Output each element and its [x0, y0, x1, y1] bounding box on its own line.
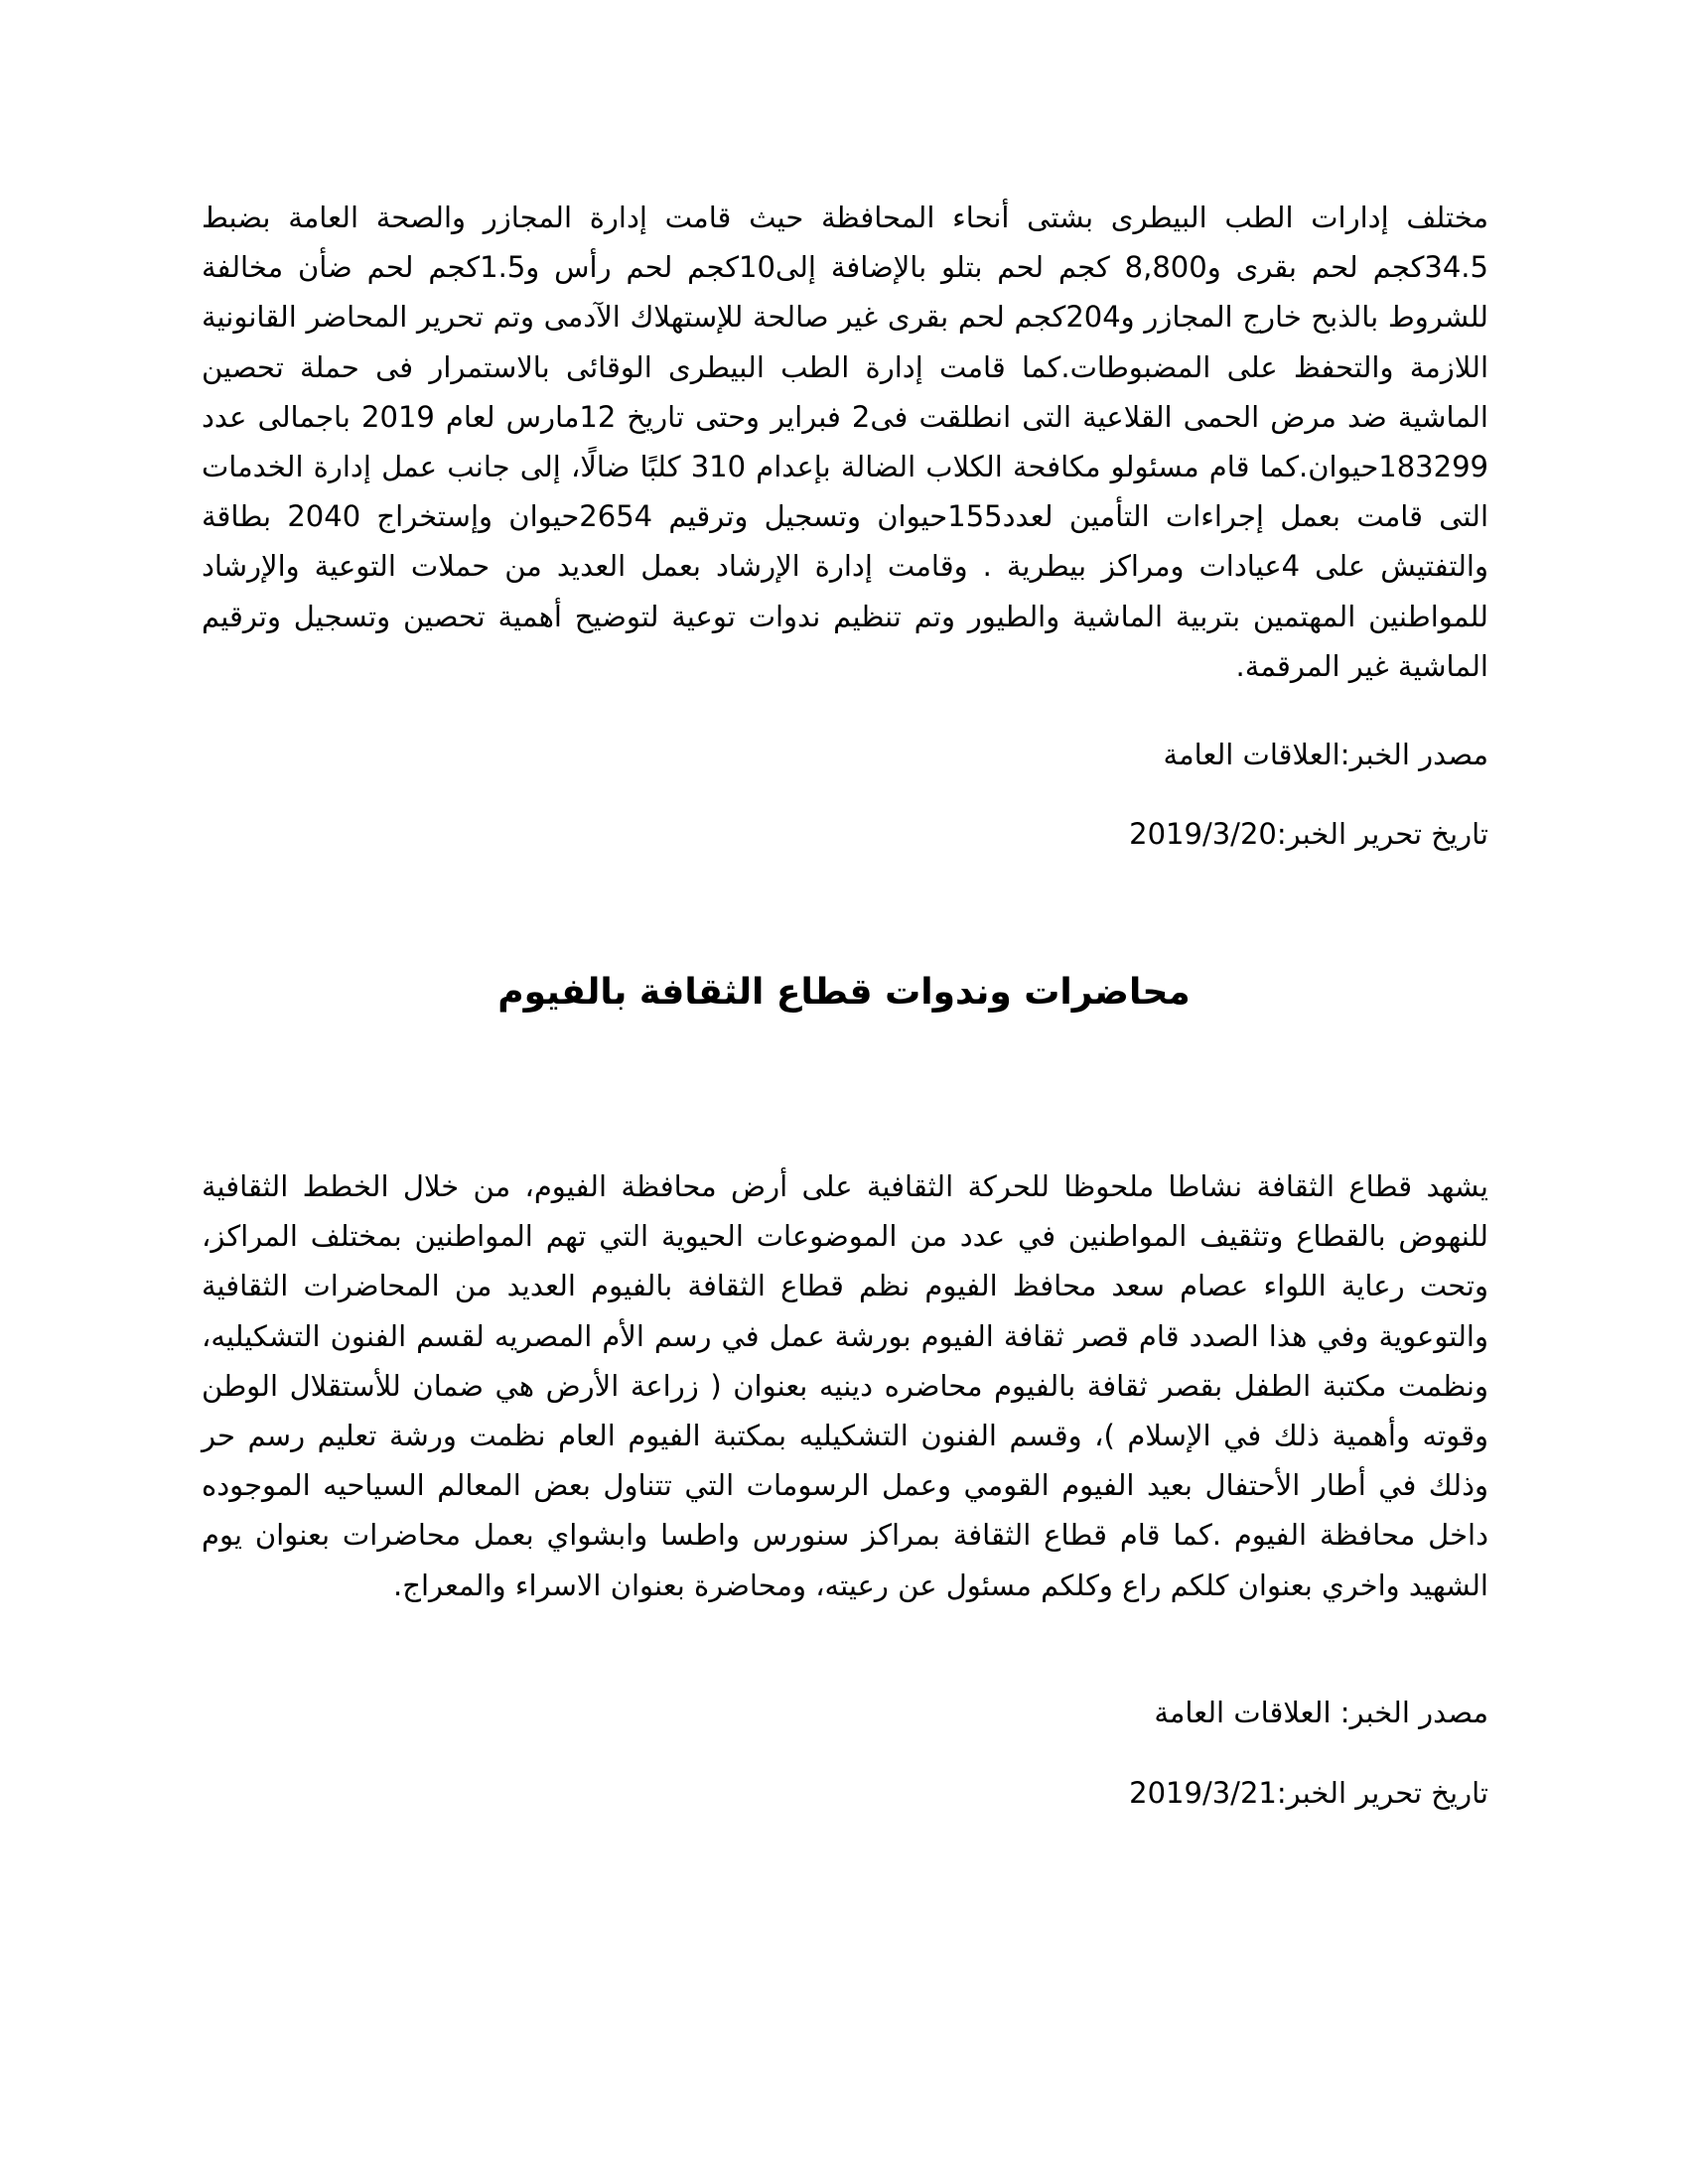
article-body-culture: يشهد قطاع الثقافة نشاطا ملحوظا للحركة الثقافية على أرض محافظة الفيوم، من خلال الخطط الثقافية للنهوض بالقطاع وتثقيف المواطنين في عدد من الموضوعات الحيوية التي تهم المواطنين بمختلف المراكز، وتحت رعاية اللواء عصام سعد محافظ الفيوم نظم قطاع الثقافة بالفيوم العديد من المحاضرات الثقافية والتوعوية وفي هذا الصدد قام قصر ثقافة الفيوم بورشة عمل في رسم الأم المصريه لقسم الفنون التشكيليه، ونظمت مكتبة الطفل بقصر ثقافة بالفيوم محاضره دينيه بعنوان ( زراعة الأرض هي ضمان للأستقلال الوطن وقوته وأهمية ذلك في الإسلام )، وقسم الفنون التشكيليه بمكتبة الفيوم العام نظمت ورشة تعليم رسم حر وذلك في أطار الأحتفال بعيد الفيوم القومي وعمل الرسومات التي تتناول بعض المعالم السياحيه الموجوده داخل محافظة الفيوم .كما قام قطاع الثقافة بمراكز سنورس واطسا وابشواي بعمل محاضرات بعنوان يوم الشهيد واخري بعنوان كلكم راع وكلكم مسئول عن رعيته، ومحاضرة بعنوان الاسراء والمعراج.	[202, 1169, 1488, 1602]
news-date-1: تاريخ تحرير الخبر:2019/3/20	[1129, 817, 1488, 851]
news-source-1: مصدر الخبر:العلاقات العامة	[1163, 738, 1488, 771]
article-body-veterinary: مختلف إدارات الطب البيطرى بشتى أنحاء المحافظة حيث قامت إدارة المجازر والصحة العامة بضبط 34.5كجم لحم بقرى و8,800 كجم لحم بتلو بالإضافة إلى10كجم لحم رأس و1.5كجم لحم ضأن مخالفة للشروط بالذبح خارج المجازر و204كجم لحم بقرى غير صالحة للإستهلاك الآدمى وتم تحرير المحاضر القانونية اللازمة والتحفظ على المضبوطات.كما قامت إدارة الطب البيطرى الوقائى بالاستمرار فى حملة تحصين الماشية ضد مرض الحمى القلاعية التى انطلقت فى2 فبراير وحتى تاريخ 12مارس لعام 2019 باجمالى عدد 183299حيوان.كما قام مسئولو مكافحة الكلاب الضالة بإعدام 310 كلبًا ضالًا، إلى جانب عمل إدارة الخدمات التى قامت بعمل إجراءات التأمين لعدد155حيوان وتسجيل وترقيم 2654حيوان وإستخراج 2040 بطاقة والتفتيش على 4عيادات ومراكز بيطرية . وقامت إدارة الإرشاد بعمل العديد من حملات التوعية والإرشاد للمواطنين المهتمين بتربية الماشية والطيور وتم تنظيم ندوات توعية لتوضيح أهمية تحصين وتسجيل وترقيم الماشية غير المرقمة.	[202, 201, 1489, 683]
news-source-2: مصدر الخبر: العلاقات العامة	[1154, 1696, 1488, 1729]
news-date-2: تاريخ تحرير الخبر:2019/3/21	[1129, 1776, 1488, 1810]
article-title-culture: محاضرات وندوات قطاع الثقافة بالفيوم	[497, 972, 1191, 1013]
